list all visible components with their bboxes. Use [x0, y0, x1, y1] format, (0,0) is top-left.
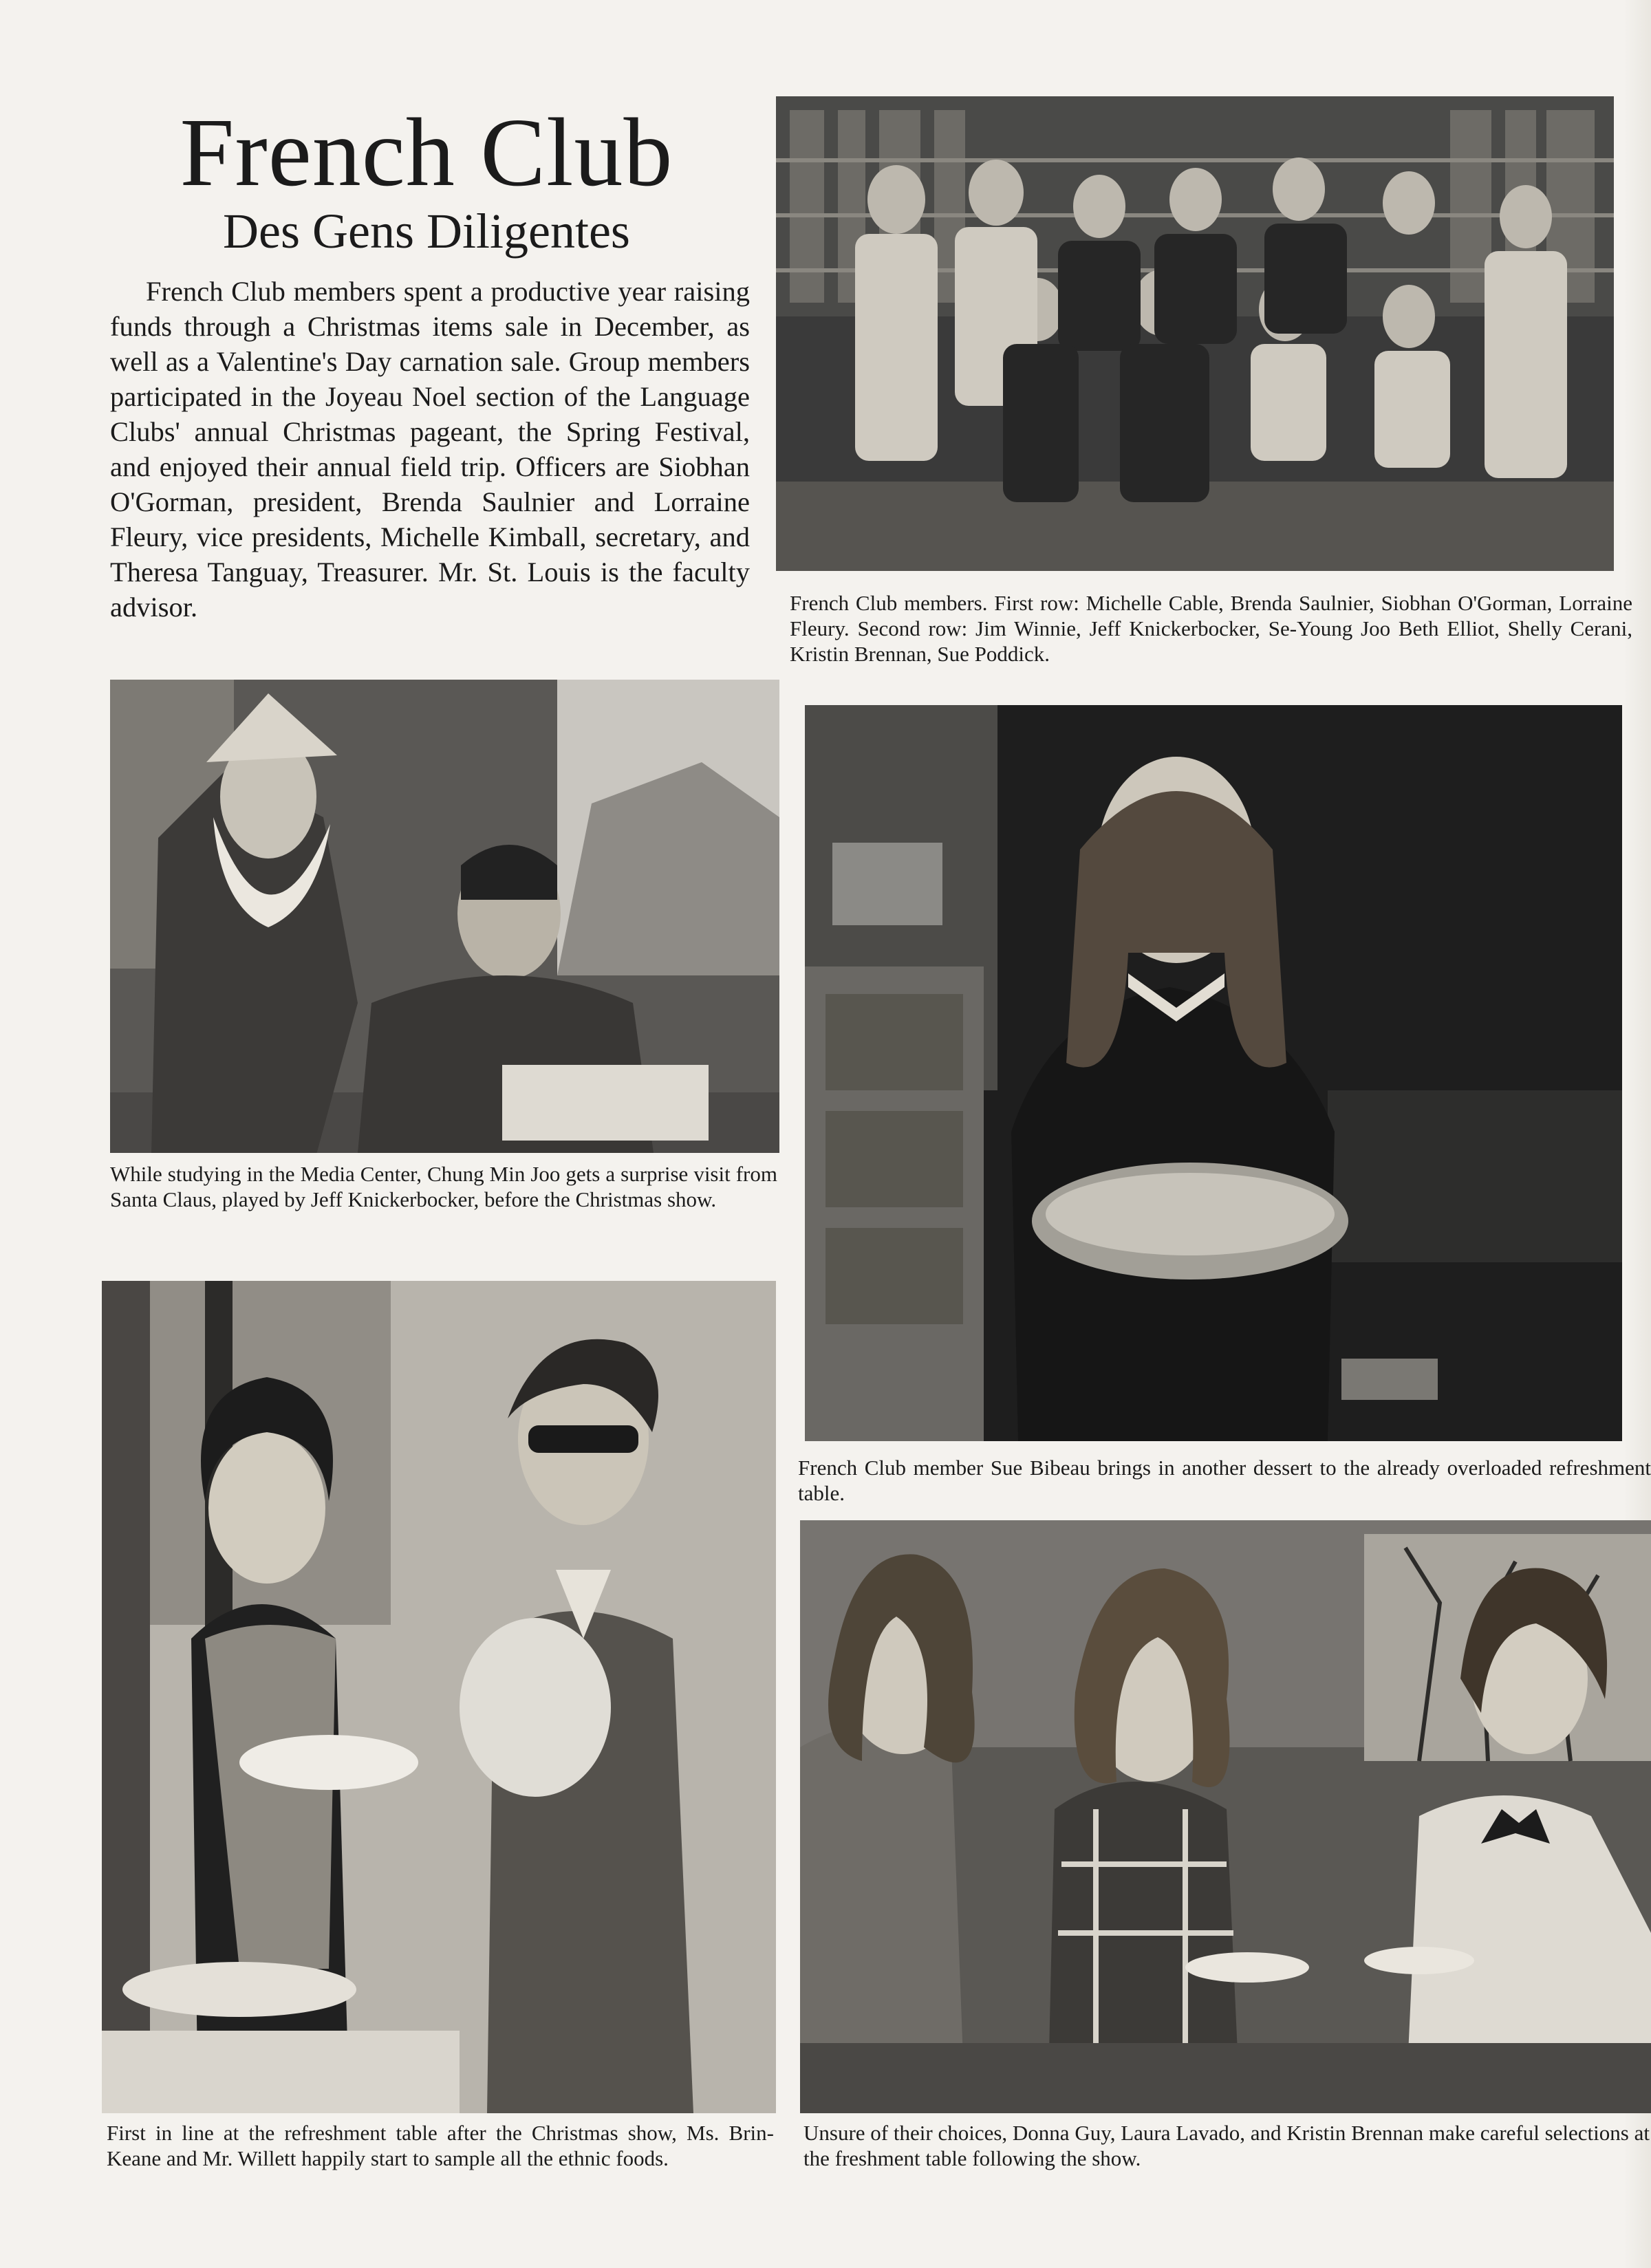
santa-photo-caption: While studying in the Media Center, Chung Min Joo gets a surprise visit from Santa Claus, played by Jeff Knickerbocker, before the Christmas show. — [110, 1162, 777, 1211]
page-title: French Club — [180, 98, 673, 206]
intro-paragraph: French Club members spent a productive year raising funds through a Christmas items sale in December, as well as a Valentine's Day carnation sale. Group members participated in the Joyeau Noel section of the Language Clubs' annual Christmas pageant, the Spring Festival, and enjoyed their annual field trip. Officers are Siobhan O'Gorman, president, Brenda Saulnier and Lorraine Fleury, vice presidents, Michelle Kimball, secretary, and Theresa Tanguay, Treasurer. Mr. St. Louis is the faculty advisor. — [110, 276, 750, 623]
choices-photo-caption: Unsure of their choices, Donna Guy, Laura Lavado, and Kristin Brennan make careful selections at the freshment table following the show. — [803, 2121, 1650, 2170]
page-subtitle: Des Gens Diligentes — [223, 204, 630, 259]
dessert-photo-caption: French Club member Sue Bibeau brings in another dessert to the already overloaded refreshment table. — [798, 1456, 1651, 1505]
choices-photo — [800, 1520, 1651, 2113]
santa-photo — [110, 680, 779, 1153]
dessert-photo — [805, 705, 1622, 1441]
group-photo-caption: French Club members. First row: Michelle Cable, Brenda Saulnier, Siobhan O'Gorman, Lorraine Fleury. Second row: Jim Winnie, Jeff Knickerbocker, Se-Young Joo Beth Elliot, Shelly Cerani, Kristin Brennan, Sue Poddick. — [790, 591, 1632, 666]
refreshment-photo — [102, 1281, 776, 2113]
refreshment-photo-caption: First in line at the refreshment table after the Christmas show, Ms. Brin-Keane and Mr. Willett happily start to sample all the ethnic foods. — [107, 2121, 774, 2170]
group-photo — [776, 96, 1614, 571]
